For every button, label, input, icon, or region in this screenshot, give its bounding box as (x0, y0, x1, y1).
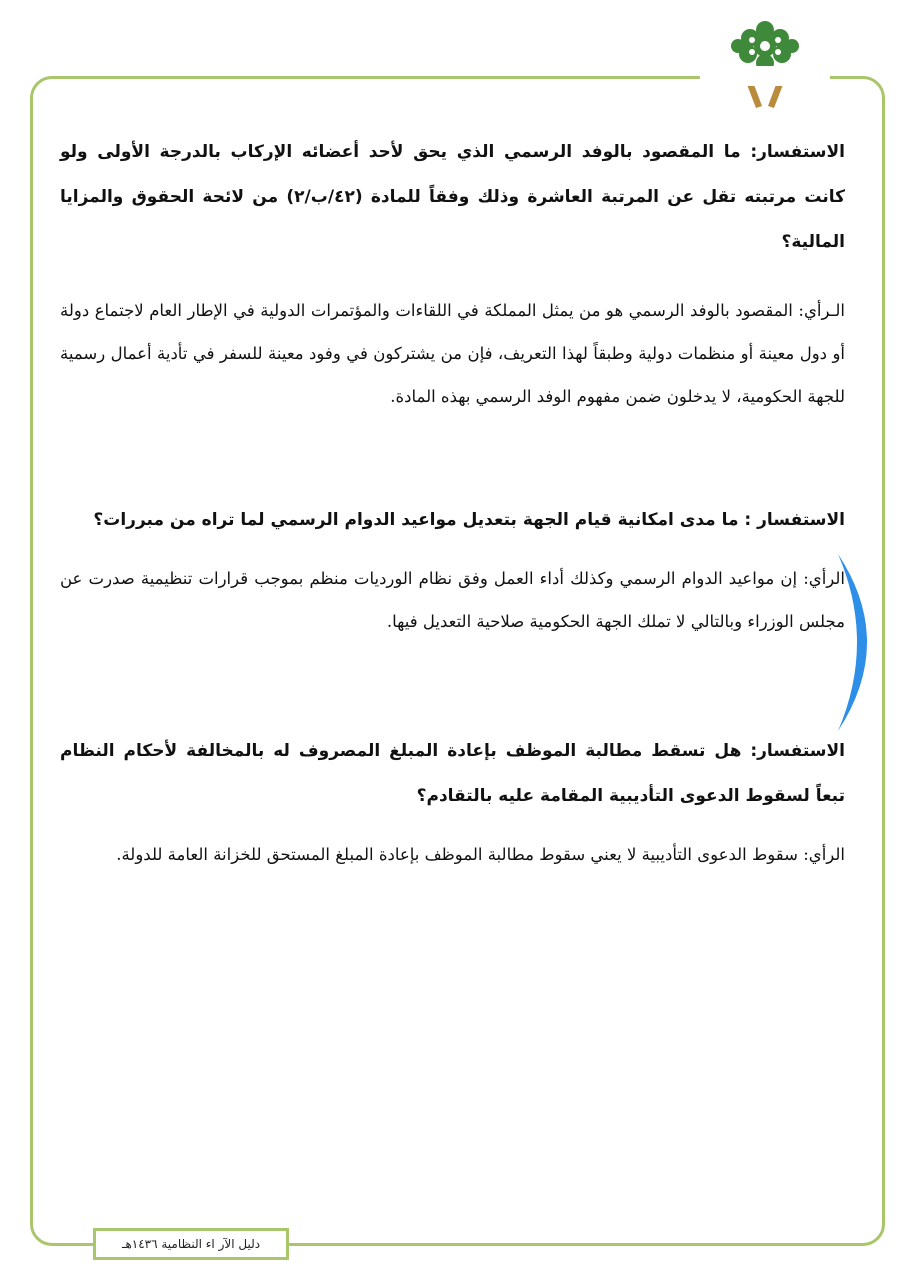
answer-paragraph (60, 289, 845, 418)
question-text: هل تسقط مطالبة الموظف بإعادة المبلغ المصروف له بالمخالفة لأحكام النظام تبعاً لسقوط الدعوى التأديبية المقامة عليه بالتقادم؟ (60, 741, 845, 806)
answer-paragraph (60, 833, 845, 876)
question-text: ما مدى امكانية قيام الجهة بتعديل مواعيد الدوام الرسمي لما تراه من مبررات؟ (93, 510, 739, 530)
qa-item (60, 498, 845, 643)
question-paragraph (60, 729, 845, 819)
question-label: الاستفسار : (744, 510, 845, 530)
answer-text: المقصود بالوفد الرسمي هو من يمثل المملكة في اللقاءات والمؤتمرات الدولية في الإطار العام لاجتماع دولة أو دول معينة أو منظمات دولية وطبقاً لهذا التعريف، فإن من يشتركون في وفود معينة للسفر في تأدية أعمال رسمية للجهة الحكومية، لا يدخلون ضمن مفهوم الوفد الرسمي بهذه المادة. (60, 301, 845, 406)
footer-label (93, 1228, 289, 1260)
answer-label: الرأي: (803, 845, 845, 864)
question-label: الاستفسار: (750, 741, 845, 761)
answer-paragraph (60, 557, 845, 643)
qa-item (60, 729, 845, 876)
answer-label: الرأي: (803, 569, 845, 588)
qa-item (60, 130, 845, 418)
question-paragraph (60, 498, 845, 543)
answer-label: الـرأي: (798, 301, 845, 320)
logo-gap (700, 66, 830, 86)
question-label: الاستفسار: (750, 142, 845, 162)
question-paragraph (60, 130, 845, 265)
document-body (60, 130, 845, 876)
question-text: ما المقصود بالوفد الرسمي الذي يحق لأحد أعضائه الإركاب بالدرجة الأولى ولو كانت مرتبته تقل عن المرتبة العاشرة وذلك وفقاً للمادة (٤٢/ب/٢) من لائحة الحقوق والمزايا المالية؟ (60, 142, 845, 252)
answer-text: سقوط الدعوى التأديبية لا يعني سقوط مطالبة الموظف بإعادة المبلغ المستحق للخزانة العامة للدولة. (116, 845, 798, 864)
footer-text: دليل الآر اء النظامية ١٤٣٦هـ (121, 1237, 261, 1251)
answer-text: إن مواعيد الدوام الرسمي وكذلك أداء العمل وفق نظام الورديات منظم بموجب قرارات تنظيمية صدرت عن مجلس الوزراء وبالتالي لا تملك الجهة الحكومية صلاحية التعديل فيها. (60, 569, 845, 631)
